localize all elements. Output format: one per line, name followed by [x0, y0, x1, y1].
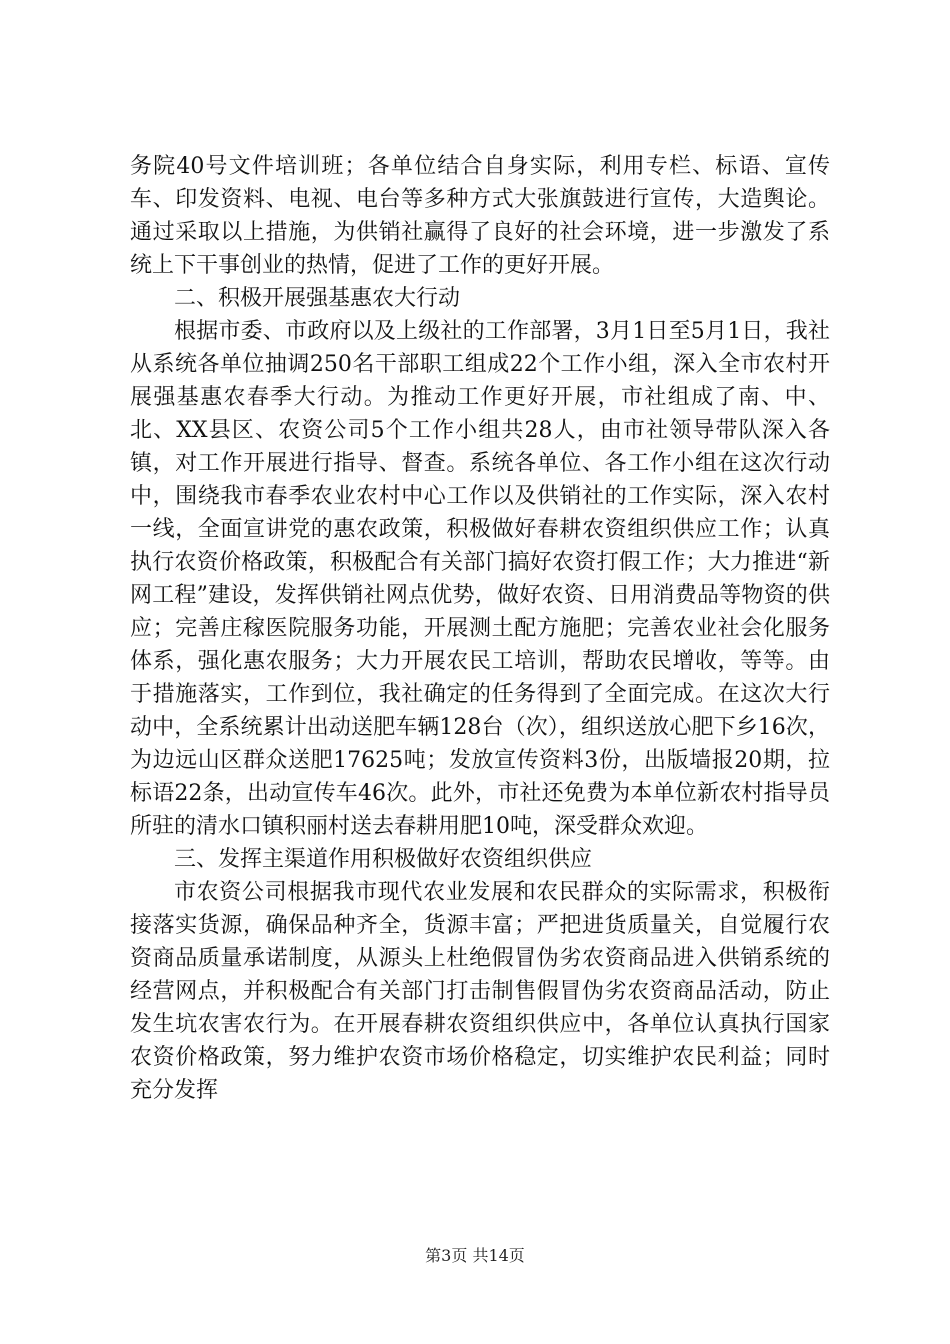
document-body: [130, 150, 830, 1107]
paragraph-section-3: 市农资公司根据我市现代农业发展和农民群众的实际需求，积极衔接落实货源，确保品种齐全，货源丰富；严把进货质量关，自觉履行农资商品质量承诺制度，从源头上杜绝假冒伪劣农资商品进入供销系统的经营网点，并积极配合有关部门打击制售假冒伪劣农资商品活动，防止发生坑农害农行为。在开展春耕农资组织供应中，各单位认真执行国家农资价格政策，努力维护农资市场价格稳定，切实维护农民利益；同时充分发挥: [130, 880, 830, 1103]
section-heading-2: 二、积极开展强基惠农大行动: [174, 286, 461, 311]
section-heading-3: 三、发挥主渠道作用积极做好农资组织供应: [174, 847, 593, 872]
paragraph-continued: 务院40号文件培训班；各单位结合自身实际，利用专栏、标语、宣传车、印发资料、电视、电台等多种方式大张旗鼓进行宣传，大造舆论。通过采取以上措施，为供销社赢得了良好的社会环境，进一步激发了系统上下干事创业的热情，促进了工作的更好开展。: [130, 154, 830, 278]
page-footer: 第3页 共14页: [425, 1246, 525, 1265]
paragraph-section-2: 根据市委、市政府以及上级社的工作部署，3月1日至5月1日，我社从系统各单位抽调250名干部职工组成22个工作小组，深入全市农村开展强基惠农春季大行动。为推动工作更好开展，市社组成了南、中、北、XX县区、农资公司5个工作小组共28人，由市社领导带队深入各镇，对工作开展进行指导、督查。系统各单位、各工作小组在这次行动中，围绕我市春季农业农村中心工作以及供销社的工作实际，深入农村一线，全面宣讲党的惠农政策，积极做好春耕农资组织供应工作；认真执行农资价格政策，积极配合有关部门搞好农资打假工作；大力推进“新网工程”建设，发挥供销社网点优势，做好农资、日用消费品等物资的供应；完善庄稼医院服务功能，开展测土配方施肥；完善农业社会化服务体系，强化惠农服务；大力开展农民工培训，帮助农民增收，等等。由于措施落实，工作到位，我社确定的任务得到了全面完成。在这次大行动中，全系统累计出动送肥车辆128台（次），组织送放心肥下乡16次，为边远山区群众送肥17625吨；发放宣传资料3份，出版墙报20期，拉标语22条，出动宣传车46次。此外，市社还免费为本单位新农村指导员所驻的清水口镇积丽村送去春耕用肥10吨，深受群众欢迎。: [130, 319, 830, 839]
